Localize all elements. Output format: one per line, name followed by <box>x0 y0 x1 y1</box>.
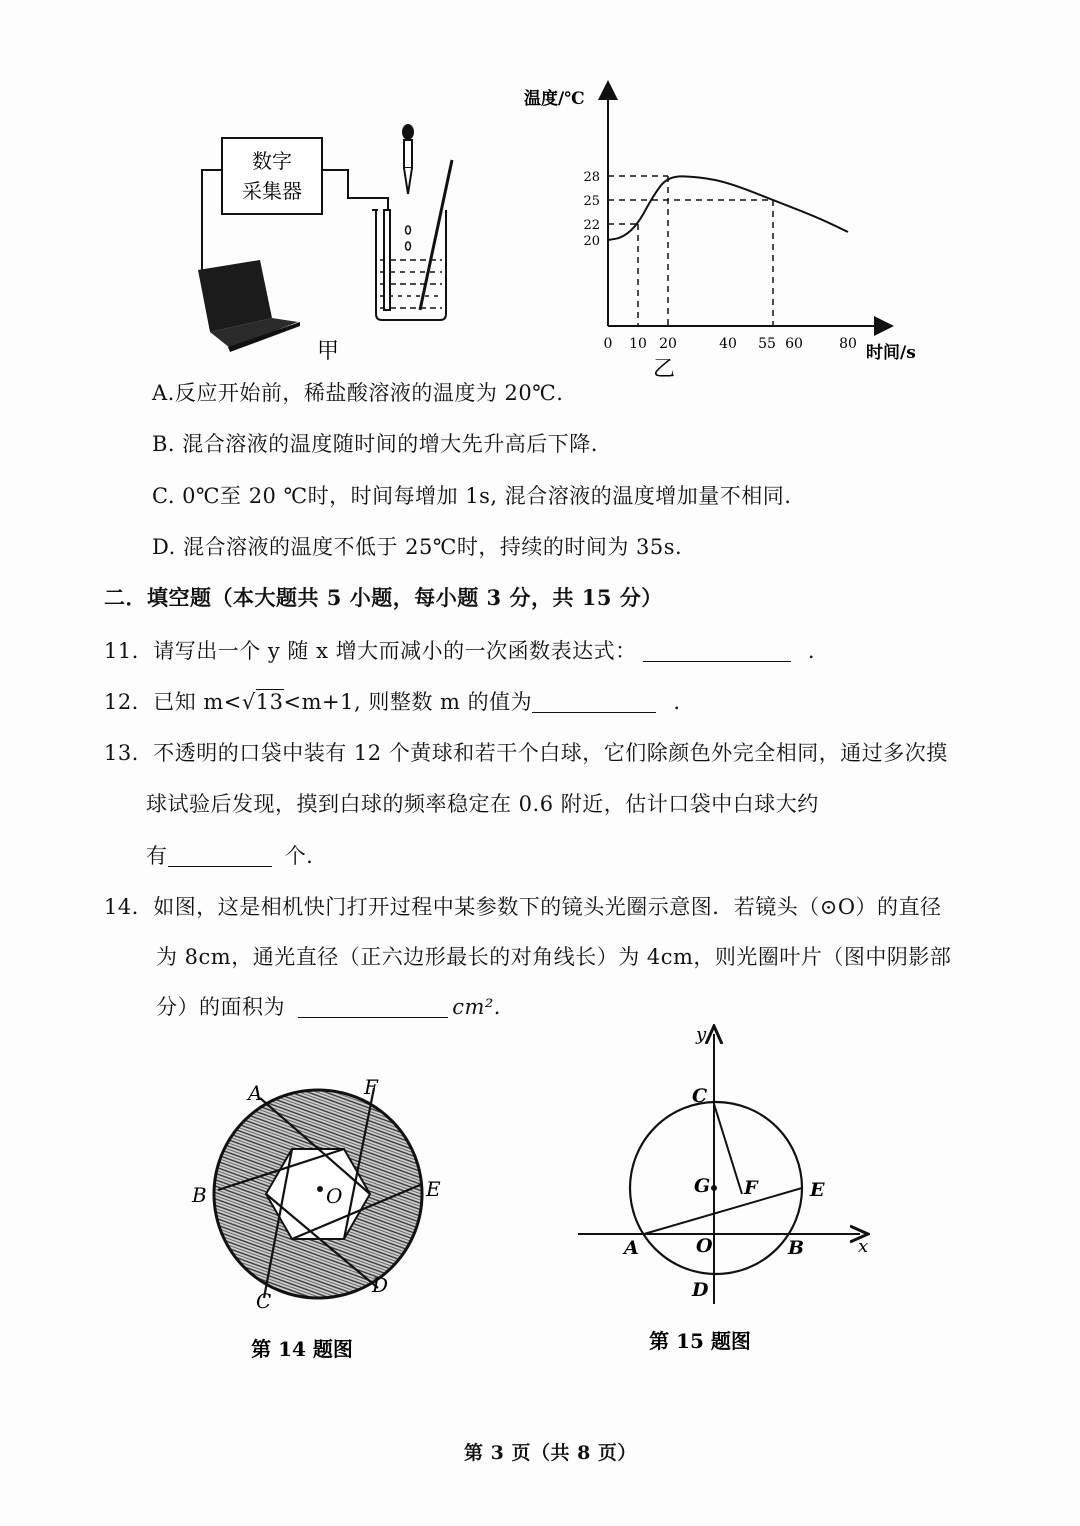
y-tick-label-28: 28 <box>583 170 600 185</box>
figure-jia-caption: 甲 <box>316 339 340 364</box>
question-14-pre: 分）的面积为 <box>156 995 285 1019</box>
fig15-label-g: G <box>694 1175 711 1197</box>
x-tick-label-55: 55 <box>758 336 776 352</box>
question-12-radicand: 13 <box>255 690 284 714</box>
y-tick-label-22: 22 <box>583 218 600 233</box>
stirring-rod <box>420 160 452 310</box>
option-c: C. 0℃至 20 ℃时，时间每增加 1s, 混合溶液的温度增加量不相同. <box>152 484 792 508</box>
y-axis-label: 温度/℃ <box>524 89 585 109</box>
fig14-label-d: D <box>372 1273 389 1297</box>
x-tick-label-40: 40 <box>719 336 737 352</box>
option-d: D. 混合溶液的温度不低于 25℃时，持续的时间为 35s. <box>152 535 683 559</box>
question-13-line-1: 13．不透明的口袋中装有 12 个黄球和若干个白球，它们除颜色外完全相同，通过多次摸 <box>104 741 948 765</box>
fig15-label-b: B <box>788 1237 805 1259</box>
x-axis-label: 时间/s <box>866 343 916 363</box>
question-14-line-3 <box>156 991 501 1021</box>
data-collector-label-2: 采集器 <box>242 179 302 203</box>
fig15-label-y: y <box>696 1024 707 1045</box>
data-collector-label-1: 数字 <box>252 149 292 173</box>
center-point <box>317 1186 323 1192</box>
question-12-end: . <box>673 690 681 714</box>
x-tick-label-60: 60 <box>785 336 803 352</box>
temperature-curve <box>608 176 848 240</box>
question-12 <box>104 686 681 716</box>
fig15-label-e: E <box>810 1179 825 1201</box>
fig15-caption: 第 15 题图 <box>649 1329 751 1353</box>
fig14-label-o: O <box>326 1184 343 1208</box>
answer-blank-11[interactable] <box>643 641 791 662</box>
sqrt-symbol: √ <box>241 690 256 714</box>
question-14-line-2: 为 8cm，通光直径（正六边形最长的对角线长）为 4cm，则光圈叶片（图中阴影部 <box>156 945 952 969</box>
question-12-pre: 12．已知 m< <box>104 690 242 714</box>
y-tick-label-25: 25 <box>583 194 600 209</box>
x-tick-label-80: 80 <box>839 336 857 352</box>
fig15-label-c: C <box>692 1085 708 1107</box>
y-tick-label-20: 20 <box>583 234 600 249</box>
option-b: B. 混合溶液的温度随时间的增大先升高后下降. <box>152 432 598 456</box>
fig14-label-c: C <box>256 1289 272 1313</box>
x-tick-label-0: 0 <box>603 336 613 352</box>
x-tick-label-20: 20 <box>659 336 677 352</box>
question-13-line-2: 球试验后发现，摸到白球的频率稳定在 0.6 附近，估计口袋中白球大约 <box>146 792 819 816</box>
figure-14 <box>180 1070 460 1390</box>
option-a: A.反应开始前，稀盐酸溶液的温度为 20℃. <box>152 381 564 405</box>
fig15-label-o: O <box>696 1235 713 1257</box>
figure-yi-caption: 乙 <box>652 357 676 380</box>
segment-cf <box>714 1104 742 1194</box>
figure-yi-chart <box>520 80 940 380</box>
question-12-post: <m+1, 则整数 m 的值为 <box>283 690 533 714</box>
question-14-unit: cm². <box>452 995 501 1019</box>
fig14-label-f: F <box>364 1075 378 1099</box>
fig14-label-a: A <box>248 1081 263 1105</box>
question-11-end: . <box>807 639 816 663</box>
question-11 <box>104 635 815 665</box>
answer-blank-13[interactable] <box>168 846 272 867</box>
answer-blank-12[interactable] <box>532 692 656 713</box>
fig15-label-d: D <box>692 1279 709 1301</box>
laptop-icon <box>198 260 300 352</box>
dropper-icon <box>402 124 414 250</box>
question-13-pre: 有 <box>146 844 168 868</box>
fig14-caption: 第 14 题图 <box>251 1337 353 1361</box>
question-13-post: 个. <box>284 844 314 868</box>
figure-jia <box>180 110 480 370</box>
fig14-label-b: B <box>192 1183 207 1207</box>
answer-blank-14[interactable] <box>298 997 448 1018</box>
fig15-label-a: A <box>624 1237 639 1259</box>
fig14-label-e: E <box>426 1177 441 1201</box>
figure-15 <box>560 1020 890 1360</box>
question-14-line-1: 14．如图，这是相机快门打开过程中某参数下的镜头光圈示意图．若镜头（⊙O）的直径 <box>104 895 942 919</box>
fig15-label-f: F <box>744 1177 758 1199</box>
x-tick-label-10: 10 <box>629 336 647 352</box>
segment-ae <box>644 1188 802 1234</box>
page-footer: 第 3 页（共 8 页） <box>464 1442 637 1464</box>
point-g <box>711 1185 717 1191</box>
fig15-label-x: x <box>858 1236 869 1257</box>
question-11-text: 11．请写出一个 y 随 x 增大而减小的一次函数表达式： <box>104 639 637 663</box>
question-13-line-3 <box>146 840 313 870</box>
section-2-title: 二．填空题（本大题共 5 小题，每小题 3 分，共 15 分） <box>104 585 663 610</box>
